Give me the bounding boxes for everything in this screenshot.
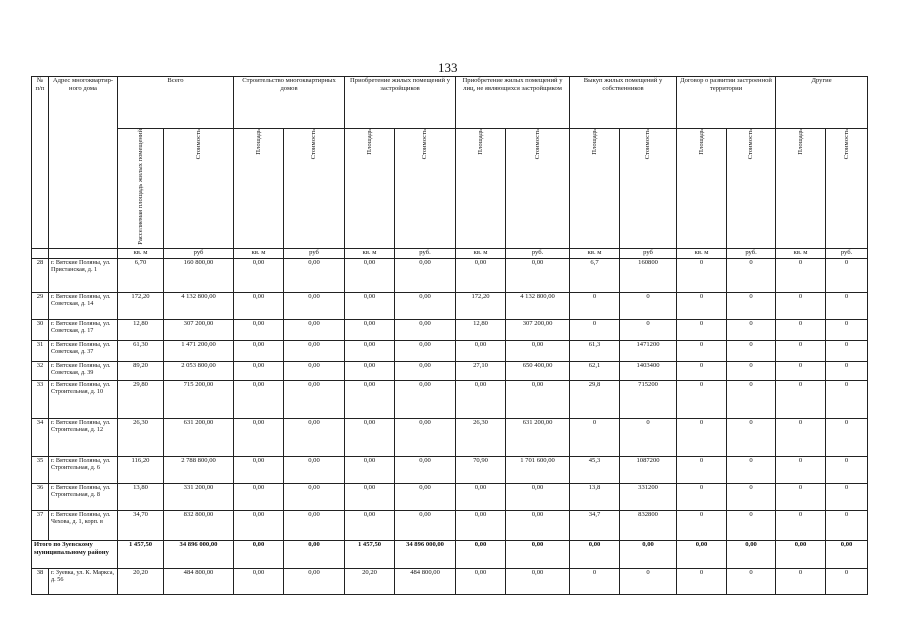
row-value: 0,00 xyxy=(234,483,284,510)
row-value: 0,00 xyxy=(456,340,506,361)
row-value: 0 xyxy=(776,456,826,483)
header-subcolumn xyxy=(776,129,826,249)
row-value: 0 xyxy=(727,319,776,340)
header-subcolumn-label: Площадь xyxy=(590,129,598,155)
row-value: 12,80 xyxy=(118,319,164,340)
row-value: 0,00 xyxy=(345,361,395,380)
row-value: 34,70 xyxy=(118,510,164,540)
row-value: 0,00 xyxy=(395,258,456,292)
row-value: 0,00 xyxy=(234,292,284,319)
row-value: 0 xyxy=(677,418,727,456)
header-subcolumn-label: Стоимость xyxy=(421,129,429,160)
row-value: 0 xyxy=(727,361,776,380)
row-value: 45,3 xyxy=(570,456,620,483)
row-value: 61,3 xyxy=(570,340,620,361)
row-value: 0 xyxy=(776,568,826,594)
row-address: г. Вятские Поляны, ул. Строительная, д. 8 xyxy=(49,483,118,510)
row-value: 0,00 xyxy=(456,380,506,418)
row-value: 0,00 xyxy=(395,456,456,483)
total-value: 34 896 000,00 xyxy=(395,540,456,568)
table-row xyxy=(32,361,868,380)
row-value: 0 xyxy=(677,510,727,540)
header-group: Приобретение жилых помещений у застройщиков xyxy=(345,77,456,129)
row-value: 2 788 800,00 xyxy=(164,456,234,483)
row-value: 0,00 xyxy=(234,380,284,418)
row-value: 0 xyxy=(826,483,868,510)
row-value: 116,20 xyxy=(118,456,164,483)
row-number: 35 xyxy=(32,456,49,483)
row-value: 0,00 xyxy=(456,483,506,510)
row-value: 26,30 xyxy=(456,418,506,456)
table-row xyxy=(32,456,868,483)
units-empty xyxy=(32,248,49,258)
row-value: 0,00 xyxy=(284,361,345,380)
row-value: 631 200,00 xyxy=(506,418,570,456)
header-subcolumn xyxy=(345,129,395,249)
row-value: 0,00 xyxy=(284,483,345,510)
row-value: 832 800,00 xyxy=(164,510,234,540)
row-number: 30 xyxy=(32,319,49,340)
row-value: 0,00 xyxy=(395,319,456,340)
table-row xyxy=(32,258,868,292)
total-value: 0,00 xyxy=(620,540,677,568)
row-value: 650 400,00 xyxy=(506,361,570,380)
row-value: 0,00 xyxy=(456,510,506,540)
row-value: 631 200,00 xyxy=(164,418,234,456)
unit-cell: руб. xyxy=(727,248,776,258)
row-value: 0 xyxy=(826,319,868,340)
header-subcolumn xyxy=(506,129,570,249)
header-subcolumn xyxy=(284,129,345,249)
row-value: 0 xyxy=(620,292,677,319)
row-value: 61,30 xyxy=(118,340,164,361)
row-value: 0 xyxy=(826,292,868,319)
total-value: 0,00 xyxy=(826,540,868,568)
row-address: г. Вятские Поляны, ул. Строительная, д. 6 xyxy=(49,456,118,483)
row-number: 34 xyxy=(32,418,49,456)
row-value: 0,00 xyxy=(284,510,345,540)
row-value: 12,80 xyxy=(456,319,506,340)
header-subcolumn xyxy=(677,129,727,249)
row-value: 1 701 600,00 xyxy=(506,456,570,483)
row-value: 172,20 xyxy=(118,292,164,319)
unit-cell: кв. м xyxy=(776,248,826,258)
row-number: 31 xyxy=(32,340,49,361)
header-subcolumn xyxy=(727,129,776,249)
row-number: 38 xyxy=(32,568,49,594)
row-value: 0 xyxy=(826,340,868,361)
row-value: 0 xyxy=(677,340,727,361)
row-value: 0 xyxy=(826,380,868,418)
row-value: 29,80 xyxy=(118,380,164,418)
row-value: 0 xyxy=(727,568,776,594)
row-number: 29 xyxy=(32,292,49,319)
header-group: Договор о развитии застроенной территории xyxy=(677,77,776,129)
row-value: 0 xyxy=(727,418,776,456)
header-row-subcolumns xyxy=(32,129,868,249)
header-subcolumn-label: Площадь xyxy=(476,129,484,155)
total-value: 0,00 xyxy=(234,540,284,568)
total-value: 0,00 xyxy=(284,540,345,568)
row-value: 0,00 xyxy=(234,510,284,540)
row-value: 0 xyxy=(620,568,677,594)
row-value: 0,00 xyxy=(284,258,345,292)
row-value: 0,00 xyxy=(345,510,395,540)
header-group: Приобретение жилых помещений у лиц, не являющихся застройщиком xyxy=(456,77,570,129)
row-value: 715200 xyxy=(620,380,677,418)
row-value: 0 xyxy=(727,380,776,418)
row-address: г. Зуевка, ул. К. Маркса, д. 56 xyxy=(49,568,118,594)
row-value: 0,00 xyxy=(456,258,506,292)
row-value: 0,00 xyxy=(284,380,345,418)
row-value: 20,20 xyxy=(118,568,164,594)
row-value: 0,00 xyxy=(506,340,570,361)
row-value: 0,00 xyxy=(506,258,570,292)
total-value: 0,00 xyxy=(570,540,620,568)
row-value: 0,00 xyxy=(395,292,456,319)
row-value: 331 200,00 xyxy=(164,483,234,510)
unit-cell: кв. м xyxy=(677,248,727,258)
table-row xyxy=(32,380,868,418)
row-value: 0,00 xyxy=(234,456,284,483)
row-value: 0,00 xyxy=(284,568,345,594)
row-value: 0,00 xyxy=(284,418,345,456)
row-value: 0,00 xyxy=(345,456,395,483)
row-value: 0,00 xyxy=(395,510,456,540)
unit-cell: кв. м xyxy=(234,248,284,258)
row-value: 0 xyxy=(727,456,776,483)
row-value: 13,80 xyxy=(118,483,164,510)
header-subcolumn-label: Площадь xyxy=(365,129,373,155)
total-value: 0,00 xyxy=(456,540,506,568)
row-value: 0 xyxy=(826,258,868,292)
header-num: № п/п xyxy=(32,77,49,249)
header-subcolumn-label: Расселяемая площадь жилых помещений xyxy=(136,129,144,245)
row-value: 89,20 xyxy=(118,361,164,380)
units-empty xyxy=(49,248,118,258)
table-row xyxy=(32,568,868,594)
header-subcolumn-label: Стоимость xyxy=(644,129,652,160)
row-value: 4 132 800,00 xyxy=(164,292,234,319)
row-value: 34,7 xyxy=(570,510,620,540)
row-number: 33 xyxy=(32,380,49,418)
total-value: 0,00 xyxy=(506,540,570,568)
row-value: 0 xyxy=(677,361,727,380)
row-value: 484 800,00 xyxy=(164,568,234,594)
row-value: 70,90 xyxy=(456,456,506,483)
total-value: 0,00 xyxy=(677,540,727,568)
header-row-groups xyxy=(32,77,868,129)
total-value: 1 457,50 xyxy=(345,540,395,568)
header-subcolumn-label: Площадь xyxy=(697,129,705,155)
total-value: 0,00 xyxy=(727,540,776,568)
row-value: 4 132 800,00 xyxy=(506,292,570,319)
unit-cell: кв. м xyxy=(118,248,164,258)
row-value: 0 xyxy=(570,418,620,456)
row-value: 2 053 800,00 xyxy=(164,361,234,380)
header-subcolumn-label: Стоимость xyxy=(842,129,850,160)
row-value: 715 200,00 xyxy=(164,380,234,418)
row-value: 0 xyxy=(826,510,868,540)
header-subcolumn xyxy=(395,129,456,249)
header-address: Адрес многоквартир-ного дома xyxy=(49,77,118,249)
row-value: 0 xyxy=(677,292,727,319)
row-value: 20,20 xyxy=(345,568,395,594)
header-subcolumn-label: Стоимость xyxy=(194,129,202,160)
row-value: 0,00 xyxy=(345,483,395,510)
row-value: 0,00 xyxy=(395,340,456,361)
unit-cell: руб. xyxy=(826,248,868,258)
row-address: г. Вятские Поляны, ул. Советская, д. 14 xyxy=(49,292,118,319)
row-value: 0 xyxy=(727,258,776,292)
row-value: 160 800,00 xyxy=(164,258,234,292)
table-body xyxy=(32,258,868,594)
row-value: 0,00 xyxy=(234,258,284,292)
row-value: 0 xyxy=(727,510,776,540)
row-value: 0,00 xyxy=(234,340,284,361)
header-row-units xyxy=(32,248,868,258)
row-value: 0,00 xyxy=(234,568,284,594)
row-number: 36 xyxy=(32,483,49,510)
row-value: 0,00 xyxy=(284,292,345,319)
row-value: 0,00 xyxy=(506,510,570,540)
row-value: 0 xyxy=(570,319,620,340)
row-value: 0 xyxy=(570,292,620,319)
row-address: г. Вятские Поляны, ул. Пристанская, д. 1 xyxy=(49,258,118,292)
row-value: 0,00 xyxy=(395,380,456,418)
row-value: 0 xyxy=(776,292,826,319)
header-subcolumn-label: Площадь xyxy=(796,129,804,155)
unit-cell: руб. xyxy=(506,248,570,258)
row-value: 0 xyxy=(776,340,826,361)
table-row xyxy=(32,483,868,510)
unit-cell: кв. м xyxy=(570,248,620,258)
row-value: 0,00 xyxy=(506,380,570,418)
header-group: Строительство многоквартирных домов xyxy=(234,77,345,129)
row-value: 0,00 xyxy=(284,319,345,340)
row-value: 0,00 xyxy=(345,319,395,340)
row-address: г. Вятские Поляны, ул. Советская, д. 17 xyxy=(49,319,118,340)
row-value: 0 xyxy=(776,510,826,540)
row-value: 0,00 xyxy=(284,456,345,483)
row-value: 0 xyxy=(826,418,868,456)
header-group: Выкуп жилых помещений у собственников xyxy=(570,77,677,129)
row-value: 0 xyxy=(677,483,727,510)
header-subcolumn xyxy=(164,129,234,249)
header-subcolumn-label: Стоимость xyxy=(533,129,541,160)
header-subcolumn xyxy=(826,129,868,249)
row-number: 28 xyxy=(32,258,49,292)
table-row xyxy=(32,340,868,361)
row-address: г. Вятские Поляны, ул. Строительная, д. 12 xyxy=(49,418,118,456)
row-value: 0,00 xyxy=(395,361,456,380)
row-value: 0 xyxy=(776,258,826,292)
unit-cell: руб xyxy=(620,248,677,258)
row-value: 0 xyxy=(776,483,826,510)
row-value: 0,00 xyxy=(345,258,395,292)
row-value: 0 xyxy=(570,568,620,594)
row-value: 0 xyxy=(620,319,677,340)
row-value: 27,10 xyxy=(456,361,506,380)
header-subcolumn xyxy=(456,129,506,249)
row-value: 0,00 xyxy=(395,483,456,510)
row-value: 0 xyxy=(727,292,776,319)
row-number: 37 xyxy=(32,510,49,540)
unit-cell: руб. xyxy=(395,248,456,258)
total-value: 0,00 xyxy=(776,540,826,568)
row-value: 0,00 xyxy=(345,292,395,319)
total-value: 1 457,50 xyxy=(118,540,164,568)
row-value: 0 xyxy=(677,380,727,418)
row-value: 1 471 200,00 xyxy=(164,340,234,361)
row-address: г. Вятские Поляны, ул. Строительная, д. 10 xyxy=(49,380,118,418)
row-value: 0 xyxy=(826,361,868,380)
row-value: 0,00 xyxy=(456,568,506,594)
unit-cell: руб xyxy=(164,248,234,258)
row-value: 62,1 xyxy=(570,361,620,380)
row-value: 307 200,00 xyxy=(506,319,570,340)
row-address: г. Вятские Поляны, ул. Советская, д. 39 xyxy=(49,361,118,380)
row-value: 0 xyxy=(620,418,677,456)
row-value: 0,00 xyxy=(506,568,570,594)
row-value: 1087200 xyxy=(620,456,677,483)
table-row xyxy=(32,292,868,319)
row-value: 0,00 xyxy=(234,319,284,340)
row-value: 1403400 xyxy=(620,361,677,380)
total-value: 34 896 000,00 xyxy=(164,540,234,568)
row-value: 0 xyxy=(826,568,868,594)
row-value: 0,00 xyxy=(234,361,284,380)
header-subcolumn xyxy=(118,129,164,249)
row-value: 6,70 xyxy=(118,258,164,292)
housing-table xyxy=(31,76,868,595)
row-value: 0 xyxy=(776,361,826,380)
row-value: 13,8 xyxy=(570,483,620,510)
row-value: 0 xyxy=(677,258,727,292)
unit-cell: руб xyxy=(284,248,345,258)
row-value: 6,7 xyxy=(570,258,620,292)
row-address: г. Вятские Поляны, ул. Чехова, д. 1, корп. в xyxy=(49,510,118,540)
row-value: 0 xyxy=(677,319,727,340)
row-value: 0 xyxy=(727,483,776,510)
row-value: 0 xyxy=(677,568,727,594)
row-value: 1471200 xyxy=(620,340,677,361)
row-value: 0,00 xyxy=(395,418,456,456)
header-subcolumn xyxy=(620,129,677,249)
row-value: 0,00 xyxy=(345,418,395,456)
row-value: 0 xyxy=(826,456,868,483)
row-value: 0 xyxy=(776,418,826,456)
row-value: 0 xyxy=(727,340,776,361)
row-value: 307 200,00 xyxy=(164,319,234,340)
row-value: 172,20 xyxy=(456,292,506,319)
row-value: 0,00 xyxy=(345,340,395,361)
table-row xyxy=(32,319,868,340)
row-value: 0 xyxy=(776,380,826,418)
row-value: 0 xyxy=(776,319,826,340)
row-value: 0,00 xyxy=(234,418,284,456)
header-subcolumn xyxy=(570,129,620,249)
row-value: 29,8 xyxy=(570,380,620,418)
row-value: 0,00 xyxy=(284,340,345,361)
row-number: 32 xyxy=(32,361,49,380)
total-label: Итого по Зуевскому муниципальному району xyxy=(32,540,118,568)
row-value: 0,00 xyxy=(345,380,395,418)
header-subcolumn-label: Площадь xyxy=(254,129,262,155)
header-subcolumn-label: Стоимость xyxy=(310,129,318,160)
row-value: 331200 xyxy=(620,483,677,510)
row-value: 0,00 xyxy=(506,483,570,510)
unit-cell: кв. м xyxy=(456,248,506,258)
row-value: 0 xyxy=(677,456,727,483)
row-value: 160800 xyxy=(620,258,677,292)
page-number: 133 xyxy=(438,60,458,75)
header-group: Другие xyxy=(776,77,868,129)
header-group: Всего xyxy=(118,77,234,129)
table-row xyxy=(32,510,868,540)
header-subcolumn xyxy=(234,129,284,249)
unit-cell: кв. м xyxy=(345,248,395,258)
header-subcolumn-label: Стоимость xyxy=(747,129,755,160)
total-row xyxy=(32,540,868,568)
row-value: 26,30 xyxy=(118,418,164,456)
row-value: 832800 xyxy=(620,510,677,540)
table-row xyxy=(32,418,868,456)
row-address: г. Вятские Поляны, ул. Советская, д. 37 xyxy=(49,340,118,361)
row-value: 484 800,00 xyxy=(395,568,456,594)
